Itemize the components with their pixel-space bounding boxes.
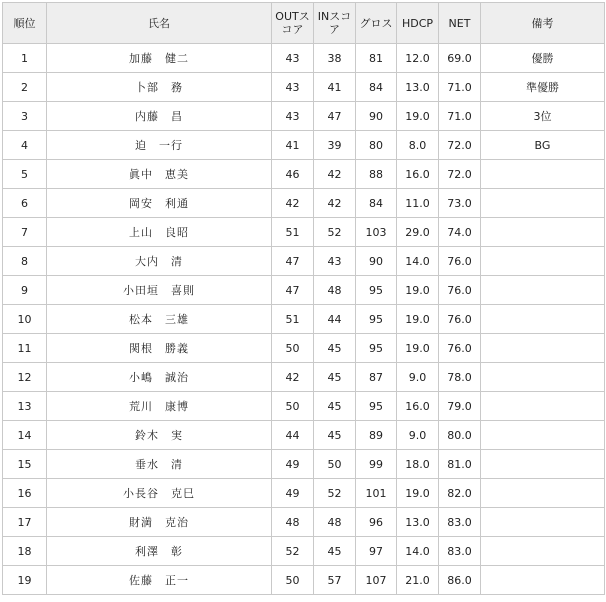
cell-gross: 103 [356,218,397,247]
cell-hdcp: 9.0 [397,363,439,392]
cell-rank: 13 [3,392,47,421]
cell-rank: 1 [3,44,47,73]
cell-in-score: 45 [314,421,356,450]
cell-rank: 16 [3,479,47,508]
cell-hdcp: 13.0 [397,73,439,102]
cell-net: 76.0 [439,247,481,276]
cell-note [481,160,605,189]
cell-gross: 90 [356,247,397,276]
table-row [3,566,605,595]
cell-out-score: 52 [272,537,314,566]
cell-name: 鈴木 実 [47,421,272,450]
cell-note [481,508,605,537]
cell-gross: 107 [356,566,397,595]
cell-name: 財満 克治 [47,508,272,537]
cell-net: 76.0 [439,334,481,363]
cell-net: 86.0 [439,566,481,595]
cell-rank: 19 [3,566,47,595]
cell-hdcp: 19.0 [397,276,439,305]
cell-name: 卜部 務 [47,73,272,102]
cell-note [481,392,605,421]
cell-rank: 12 [3,363,47,392]
cell-rank: 5 [3,160,47,189]
cell-note [481,363,605,392]
table-row [3,537,605,566]
cell-net: 82.0 [439,479,481,508]
cell-name: 迫 一行 [47,131,272,160]
cell-out-score: 41 [272,131,314,160]
cell-gross: 95 [356,392,397,421]
cell-in-score: 45 [314,392,356,421]
cell-out-score: 42 [272,363,314,392]
table-body [3,44,605,595]
table-row [3,160,605,189]
table-row [3,450,605,479]
table-row [3,189,605,218]
cell-note [481,334,605,363]
cell-out-score: 49 [272,479,314,508]
cell-net: 72.0 [439,160,481,189]
cell-in-score: 43 [314,247,356,276]
cell-gross: 89 [356,421,397,450]
results-table-container [2,2,605,595]
cell-gross: 84 [356,189,397,218]
cell-note [481,421,605,450]
cell-out-score: 44 [272,421,314,450]
cell-note [481,247,605,276]
cell-gross: 99 [356,450,397,479]
cell-net: 69.0 [439,44,481,73]
cell-in-score: 48 [314,508,356,537]
table-row [3,508,605,537]
cell-net: 76.0 [439,276,481,305]
cell-in-score: 41 [314,73,356,102]
results-table [2,2,605,595]
cell-net: 71.0 [439,73,481,102]
cell-in-score: 42 [314,160,356,189]
cell-in-score: 45 [314,334,356,363]
cell-net: 74.0 [439,218,481,247]
table-row [3,131,605,160]
header-hdcp: HDCP [397,3,439,44]
table-row [3,276,605,305]
table-header [3,3,605,44]
cell-hdcp: 14.0 [397,537,439,566]
cell-rank: 3 [3,102,47,131]
header-name: 氏名 [47,3,272,44]
header-net: NET [439,3,481,44]
table-row [3,247,605,276]
cell-hdcp: 11.0 [397,189,439,218]
cell-out-score: 50 [272,566,314,595]
cell-gross: 97 [356,537,397,566]
cell-in-score: 44 [314,305,356,334]
cell-gross: 95 [356,276,397,305]
header-gross: グロス [356,3,397,44]
cell-name: 佐藤 正一 [47,566,272,595]
cell-note [481,566,605,595]
cell-in-score: 38 [314,44,356,73]
cell-net: 80.0 [439,421,481,450]
cell-note: 優勝 [481,44,605,73]
cell-net: 76.0 [439,305,481,334]
cell-hdcp: 29.0 [397,218,439,247]
cell-name: 利澤 彰 [47,537,272,566]
cell-in-score: 52 [314,218,356,247]
cell-note [481,218,605,247]
cell-rank: 4 [3,131,47,160]
cell-gross: 101 [356,479,397,508]
cell-name: 小田垣 喜則 [47,276,272,305]
cell-rank: 6 [3,189,47,218]
cell-out-score: 43 [272,102,314,131]
cell-rank: 7 [3,218,47,247]
cell-rank: 9 [3,276,47,305]
table-row [3,102,605,131]
cell-in-score: 52 [314,479,356,508]
cell-hdcp: 19.0 [397,305,439,334]
cell-out-score: 42 [272,189,314,218]
cell-rank: 17 [3,508,47,537]
cell-out-score: 51 [272,305,314,334]
cell-in-score: 48 [314,276,356,305]
table-row [3,44,605,73]
header-rank: 順位 [3,3,47,44]
cell-in-score: 47 [314,102,356,131]
cell-out-score: 47 [272,247,314,276]
cell-hdcp: 19.0 [397,479,439,508]
cell-net: 78.0 [439,363,481,392]
cell-net: 83.0 [439,508,481,537]
cell-note: 3位 [481,102,605,131]
cell-rank: 8 [3,247,47,276]
header-row [3,3,605,44]
cell-note [481,450,605,479]
cell-in-score: 50 [314,450,356,479]
cell-hdcp: 19.0 [397,334,439,363]
table-row [3,305,605,334]
cell-net: 83.0 [439,537,481,566]
cell-note [481,305,605,334]
cell-rank: 11 [3,334,47,363]
cell-name: 上山 良昭 [47,218,272,247]
cell-out-score: 43 [272,44,314,73]
cell-net: 79.0 [439,392,481,421]
cell-name: 大内 清 [47,247,272,276]
cell-name: 垂水 清 [47,450,272,479]
cell-name: 松本 三雄 [47,305,272,334]
cell-hdcp: 9.0 [397,421,439,450]
cell-name: 内藤 昌 [47,102,272,131]
cell-out-score: 46 [272,160,314,189]
cell-rank: 10 [3,305,47,334]
cell-gross: 80 [356,131,397,160]
cell-hdcp: 16.0 [397,392,439,421]
cell-out-score: 47 [272,276,314,305]
cell-hdcp: 8.0 [397,131,439,160]
cell-net: 71.0 [439,102,481,131]
header-out-score: OUTスコア [272,3,314,44]
cell-name: 眞中 恵美 [47,160,272,189]
table-row [3,363,605,392]
cell-gross: 96 [356,508,397,537]
cell-net: 72.0 [439,131,481,160]
cell-name: 小嶋 誠治 [47,363,272,392]
table-row [3,73,605,102]
cell-name: 小長谷 克巳 [47,479,272,508]
table-row [3,218,605,247]
cell-hdcp: 12.0 [397,44,439,73]
cell-hdcp: 16.0 [397,160,439,189]
cell-hdcp: 18.0 [397,450,439,479]
cell-hdcp: 21.0 [397,566,439,595]
cell-hdcp: 19.0 [397,102,439,131]
cell-out-score: 50 [272,392,314,421]
cell-in-score: 57 [314,566,356,595]
cell-rank: 2 [3,73,47,102]
cell-net: 73.0 [439,189,481,218]
cell-in-score: 45 [314,537,356,566]
cell-hdcp: 14.0 [397,247,439,276]
cell-out-score: 51 [272,218,314,247]
table-row [3,334,605,363]
cell-out-score: 50 [272,334,314,363]
cell-note: BG [481,131,605,160]
cell-note [481,479,605,508]
cell-name: 関根 勝義 [47,334,272,363]
header-in-score: INスコア [314,3,356,44]
cell-in-score: 42 [314,189,356,218]
cell-gross: 95 [356,334,397,363]
header-note: 備考 [481,3,605,44]
cell-rank: 18 [3,537,47,566]
cell-out-score: 43 [272,73,314,102]
table-row [3,421,605,450]
cell-out-score: 49 [272,450,314,479]
cell-name: 岡安 利通 [47,189,272,218]
cell-gross: 95 [356,305,397,334]
cell-in-score: 39 [314,131,356,160]
cell-name: 荒川 康博 [47,392,272,421]
cell-note [481,276,605,305]
cell-note [481,189,605,218]
cell-note: 準優勝 [481,73,605,102]
cell-gross: 81 [356,44,397,73]
cell-note [481,537,605,566]
cell-name: 加藤 健二 [47,44,272,73]
cell-rank: 15 [3,450,47,479]
cell-in-score: 45 [314,363,356,392]
cell-gross: 88 [356,160,397,189]
table-row [3,479,605,508]
cell-gross: 90 [356,102,397,131]
cell-gross: 84 [356,73,397,102]
cell-rank: 14 [3,421,47,450]
cell-gross: 87 [356,363,397,392]
cell-hdcp: 13.0 [397,508,439,537]
cell-out-score: 48 [272,508,314,537]
table-row [3,392,605,421]
cell-net: 81.0 [439,450,481,479]
